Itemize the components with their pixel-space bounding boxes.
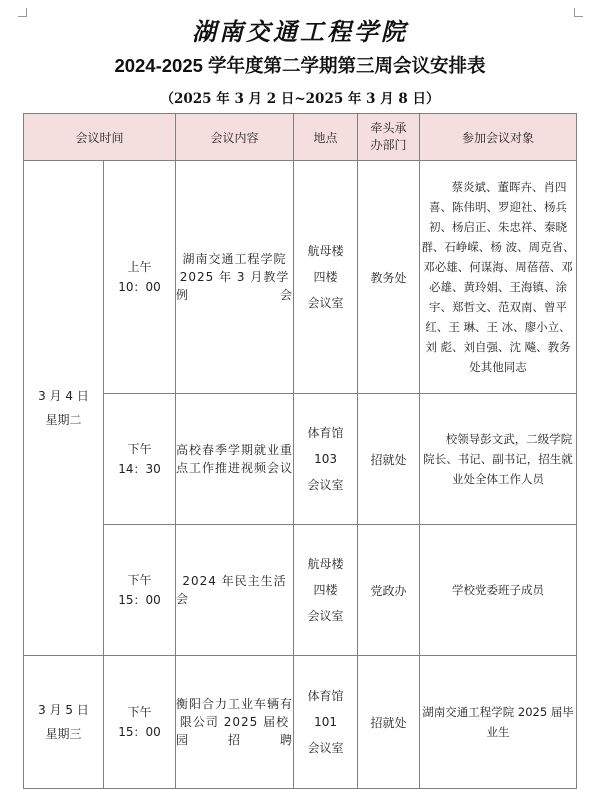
table-row — [24, 161, 577, 394]
date-label: 3 月 4 日 — [38, 389, 89, 403]
date-label: 3 月 5 日 — [38, 703, 89, 717]
time-period: 下午 — [127, 705, 152, 719]
attendees-text: 校领导彭文武，二级学院院长、书记、副书记，招生就业处全体工作人员 — [423, 432, 573, 486]
date-range: （2025 年 3 月 2 日~2025 年 3 月 8 日） — [160, 91, 440, 107]
header-meeting-content: 会议内容 — [176, 114, 294, 161]
time-cell — [104, 525, 176, 656]
time-value: 14：30 — [118, 462, 161, 476]
document-title: 2024-2025 学年度第二学期第三周会议安排表 — [114, 55, 486, 76]
location-line: 航母楼 — [307, 557, 344, 571]
date-cell — [24, 161, 104, 656]
attendees-text: 蔡炎斌、董晖卉、肖四喜、陈伟明、罗迎社、杨兵初、杨启正、朱忠祥、秦晓群、石峥嵘、杨 波、周克省、邓必雄、何谋海、周蓓蓓、邓必雄、黄玲娟、王海镇、涂 宇、郑哲文、范双南、曾平红、王 琳、王 冰、廖小立、刘 彪、刘自强、沈 飚、教务处其他同志 — [421, 180, 575, 374]
location-line: 体育馆 — [307, 426, 344, 440]
attendees-text: 学校党委班子成员 — [452, 583, 545, 597]
location-line: 会议室 — [307, 478, 344, 492]
meeting-content: 衡阳合力工业车辆有限公司 2025 届校园招聘 — [176, 656, 294, 789]
header-meeting-time: 会议时间 — [24, 114, 176, 161]
header-lead-department — [358, 114, 420, 161]
meeting-content: 高校春季学期就业重点工作推进视频会议 — [176, 394, 294, 525]
meeting-schedule-table — [23, 113, 577, 789]
location-line: 会议室 — [307, 741, 344, 755]
header-dept-line1: 牵头承 — [370, 121, 407, 135]
lead-department: 教务处 — [358, 161, 420, 394]
table-row — [24, 656, 577, 789]
header-location: 地点 — [294, 114, 358, 161]
time-value: 15：00 — [118, 593, 161, 607]
location-line: 航母楼 — [307, 244, 344, 258]
location-cell — [294, 525, 358, 656]
table-row — [24, 394, 577, 525]
attendees-text: 湖南交通工程学院 2025 届毕业生 — [422, 705, 574, 739]
lead-department: 招就处 — [358, 656, 420, 789]
attendees-cell — [420, 394, 577, 525]
location-line: 四楼 — [313, 583, 338, 597]
meeting-content: 湖南交通工程学院 2025 年 3 月教学例会 — [176, 161, 294, 394]
school-name: 湖南交通工程学院 — [192, 17, 408, 46]
attendees-cell — [420, 161, 577, 394]
table-header-row — [24, 114, 577, 161]
lead-department: 党政办 — [358, 525, 420, 656]
time-cell — [104, 394, 176, 525]
time-period: 下午 — [127, 573, 152, 587]
time-cell — [104, 656, 176, 789]
location-line: 会议室 — [307, 296, 344, 310]
location-line: 四楼 — [313, 270, 338, 284]
table-row — [24, 525, 577, 656]
time-cell — [104, 161, 176, 394]
weekday-label: 星期三 — [45, 727, 82, 741]
location-line: 体育馆 — [307, 689, 344, 703]
weekday-label: 星期二 — [45, 413, 82, 427]
time-value: 15：00 — [118, 725, 161, 739]
time-value: 10：00 — [118, 280, 161, 294]
location-line: 会议室 — [307, 609, 344, 623]
header-attendees: 参加会议对象 — [420, 114, 577, 161]
location-cell — [294, 394, 358, 525]
location-line: 103 — [314, 452, 337, 466]
attendees-cell — [420, 656, 577, 789]
attendees-cell — [420, 525, 577, 656]
header-dept-line2: 办部门 — [370, 138, 407, 152]
time-period: 下午 — [127, 442, 152, 456]
date-cell — [24, 656, 104, 789]
location-cell — [294, 656, 358, 789]
location-cell — [294, 161, 358, 394]
lead-department: 招就处 — [358, 394, 420, 525]
meeting-content: 2024 年民主生活会 — [176, 525, 294, 656]
time-period: 上午 — [127, 260, 152, 274]
location-line: 101 — [314, 715, 337, 729]
